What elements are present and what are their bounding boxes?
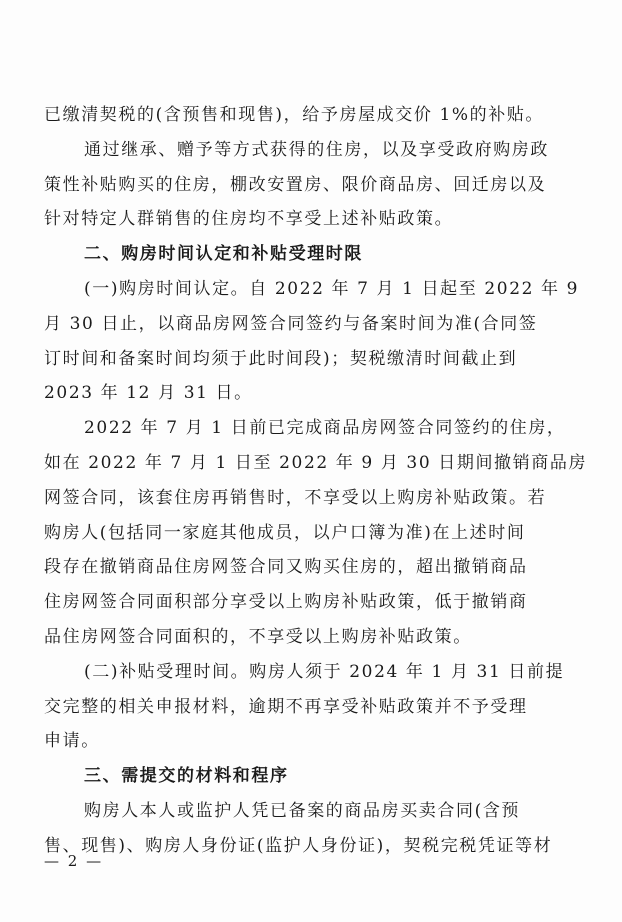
text-line: 段存在撤销商品住房网签合同又购买住房的，超出撤销商品 [44, 557, 528, 578]
text-line: 已缴清契税的(含预售和现售)，给予房屋成交价 1%的补贴。 [44, 105, 545, 125]
text-line: 网签合同，该套住房再销售时，不享受以上购房补贴政策。若 [44, 487, 547, 508]
text-line: 售、现售)、购房人身份证(监护人身份证)，契税完税凭证等材 [44, 835, 553, 856]
text-line: 如在 2022 年 7 月 1 日至 2022 年 9 月 30 日期间撤销商品房 [44, 452, 588, 473]
section-heading: 二、购房时间认定和补贴受理时限 [84, 244, 363, 265]
text-line: 月 30 日止，以商品房网签合同签约与备案时间为准(合同签 [44, 313, 538, 334]
page-number: — 2 — [44, 852, 104, 870]
text-line: 品住房网签合同面积的，不享受以上购房补贴政策。 [44, 626, 472, 647]
text-line: 购房人(包括同一家庭其他成员，以户口簿为准)在上述时间 [44, 522, 526, 543]
text-line: 交完整的相关申报材料，逾期不再享受补贴政策并不予受理 [44, 696, 528, 717]
section-heading: 三、需提交的材料和程序 [84, 766, 289, 787]
text-line: 策性补贴购买的住房，棚改安置房、限价商品房、回迁房以及 [44, 174, 547, 195]
text-line: (一)购房时间认定。自 2022 年 7 月 1 日起至 2022 年 9 [84, 278, 580, 299]
document-body [44, 98, 588, 864]
text-line: 购房人本人或监护人凭已备案的商品房买卖合同(含预 [84, 800, 521, 821]
text-line: 通过继承、赠予等方式获得的住房，以及享受政府购房政 [84, 139, 549, 160]
text-line: 住房网签合同面积部分享受以上购房补贴政策，低于撤销商 [44, 592, 528, 613]
text-line: (二)补贴受理时间。购房人须于 2024 年 1 月 31 日前提 [84, 661, 565, 682]
text-line: 申请。 [44, 731, 100, 752]
text-line: 2023 年 12 月 31 日。 [44, 383, 253, 404]
text-line: 针对特定人群销售的住房均不享受上述补贴政策。 [44, 209, 454, 230]
text-line: 2022 年 7 月 1 日前已完成商品房网签合同签约的住房， [84, 418, 566, 439]
text-line: 订时间和备案时间均须于此时间段)；契税缴清时间截止到 [44, 348, 518, 369]
